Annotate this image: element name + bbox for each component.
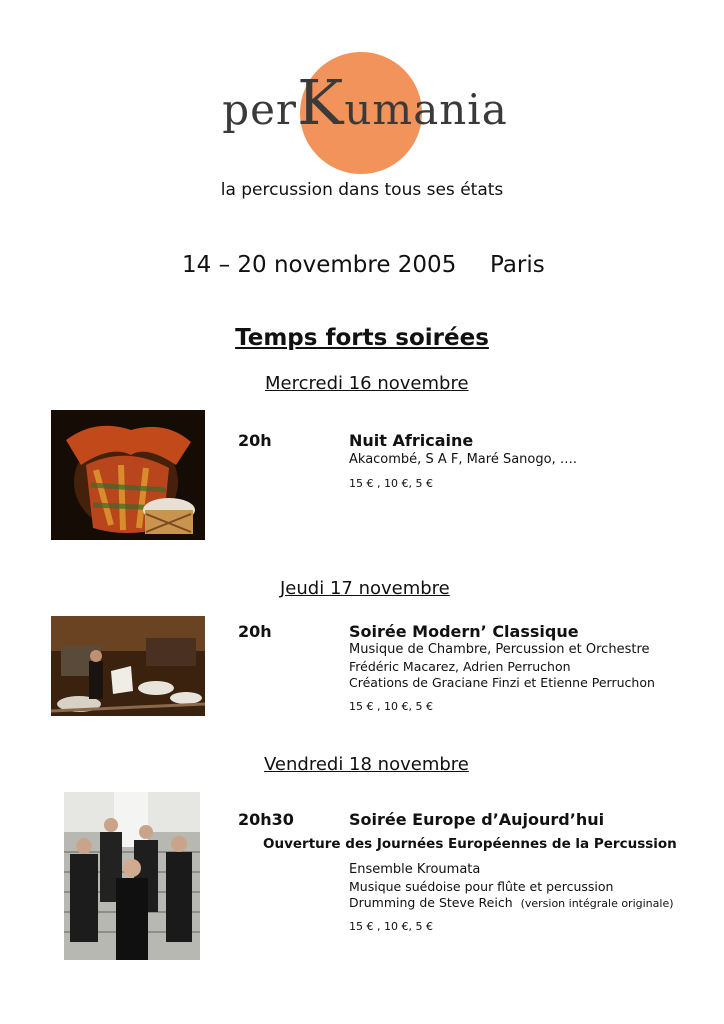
event-time-2: 20h — [238, 622, 272, 641]
section-title: Temps forts soirées — [235, 325, 489, 351]
event-line-3-2: Musique suédoise pour flûte et percussion — [349, 879, 614, 894]
day-heading-1: Mercredi 16 novembre — [265, 373, 469, 394]
event-line-3-3-text: Drumming de Steve Reich — [349, 895, 513, 910]
event-title-1: Nuit Africaine — [349, 431, 474, 450]
logo-part-2: K — [297, 66, 345, 139]
photo-african-drummer — [51, 410, 205, 540]
photo-ensemble-kroumata — [64, 792, 200, 960]
event-price-1: 15 € , 10 €, 5 € — [349, 477, 433, 490]
event-line-2-3: Créations de Graciane Finzi et Etienne Perruchon — [349, 675, 655, 690]
festival-dates: 14 – 20 novembre 2005 — [182, 252, 457, 278]
event-time-3: 20h30 — [238, 810, 294, 829]
event-line-3-1: Ensemble Kroumata — [349, 862, 481, 877]
day-heading-2: Jeudi 17 novembre — [280, 578, 450, 599]
event-subhead-3: Ouverture des Journées Européennes de la Percussion — [263, 836, 677, 852]
logo-part-1: per — [222, 85, 298, 134]
tagline: la percussion dans tous ses états — [220, 180, 504, 200]
event-price-2: 15 € , 10 €, 5 € — [349, 700, 433, 713]
festival-city: Paris — [490, 252, 545, 278]
photo-orchestra — [51, 616, 205, 716]
event-price-3: 15 € , 10 €, 5 € — [349, 920, 433, 933]
event-line-3-3 — [349, 895, 674, 910]
event-line-1-1: Akacombé, S A F, Maré Sanogo, …. — [349, 452, 577, 467]
event-time-1: 20h — [238, 431, 272, 450]
day-heading-3: Vendredi 18 novembre — [264, 754, 469, 775]
event-line-2-1: Musique de Chambre, Percussion et Orchestre — [349, 642, 650, 657]
event-line-2-2: Frédéric Macarez, Adrien Perruchon — [349, 659, 571, 674]
event-note-3: (version intégrale originale) — [520, 897, 674, 910]
event-title-2: Soirée Modern’ Classique — [349, 622, 579, 641]
event-title-3: Soirée Europe d’Aujourd’hui — [349, 810, 605, 829]
logo — [200, 66, 530, 139]
logo-part-3: umania — [344, 85, 508, 134]
